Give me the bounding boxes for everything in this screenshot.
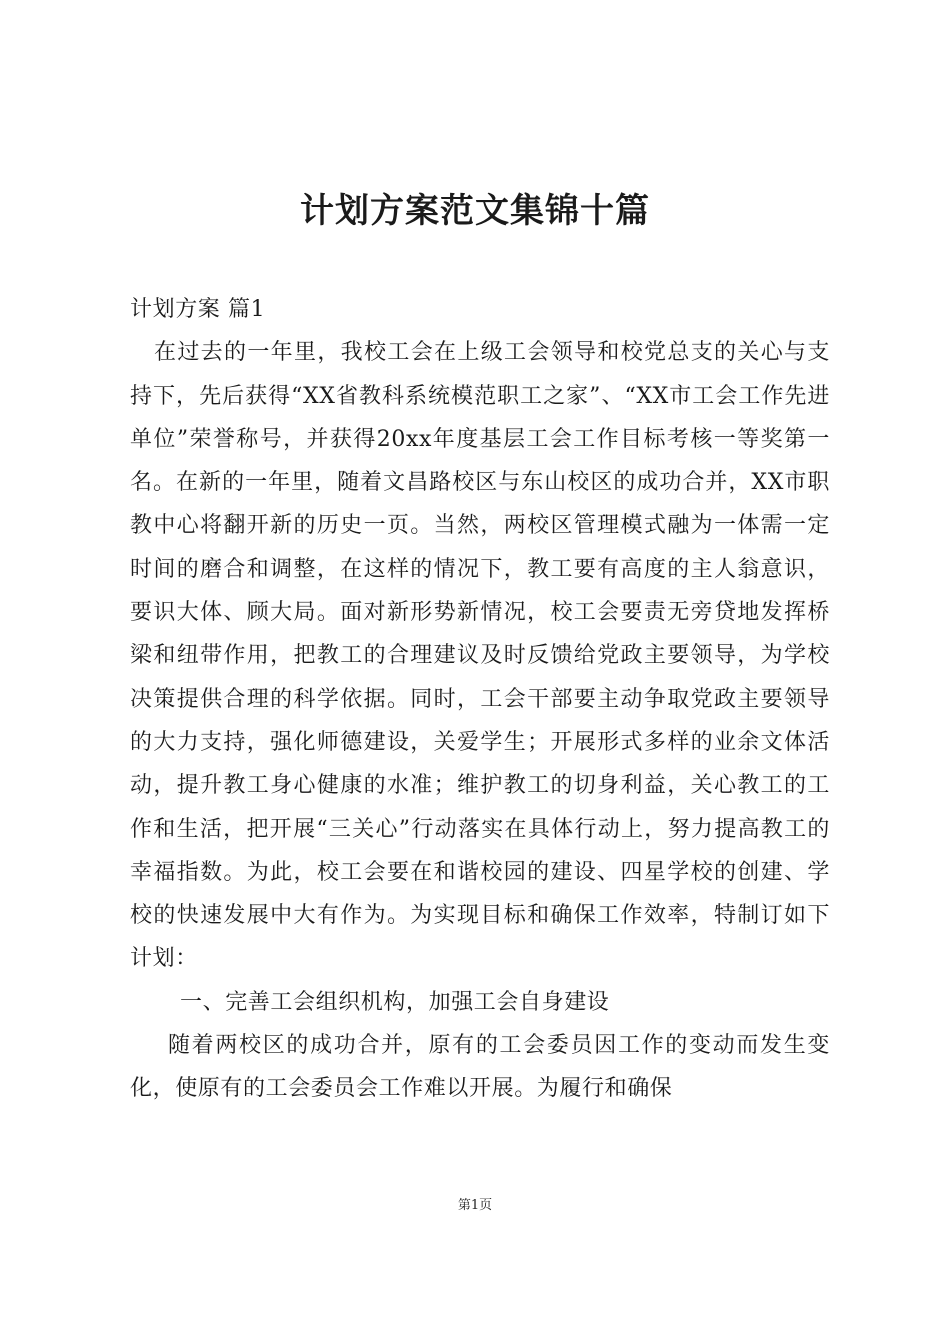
subheading-organization: 一、完善工会组织机构，加强工会自身建设 bbox=[180, 989, 610, 1015]
section-heading: 计划方案 篇1 bbox=[130, 297, 266, 322]
paragraph-intro: 在过去的一年里，我校工会在上级工会领导和校党总支的关心与支持下，先后获得“XX省教科系统模范职工之家”、“XX市工会工作先进单位”荣誉称号，并获得20xx年度基层工会工作目标考核一等奖第一名。在新的一年里，随着文昌路校区与东山校区的成功合并，XX市职教中心将翻开新的历史一页。当然，两校区管理模式融为一体需一定时间的磨合和调整，在这样的情况下，教工要有高度的主人翁意识，要识大体、顾大局。面对新形势新情况，校工会要责无旁贷地发挥桥梁和纽带作用，把教工的合理建议及时反馈给党政主要领导，为学校决策提供合理的科学依据。同时，工会干部要主动争取党政主要领导的大力支持，强化师德建设，关爱学生；开展形式多样的业余文体活动，提升教工身心健康的水准；维护教工的切身利益，关心教工的工作和生活，把开展“三关心”行动落实在具体行动上，努力提高教工的幸福指数。为此，校工会要在和谐校园的建设、四星学校的创建、学校的快速发展中大有作为。为实现目标和确保工作效率，特制订如下计划： bbox=[130, 340, 830, 972]
document-body bbox=[130, 288, 830, 1111]
document-title: 计划方案范文集锦十篇 bbox=[300, 191, 650, 231]
page-number: 第1页 bbox=[457, 1198, 493, 1213]
paragraph-merger: 随着两校区的成功合并，原有的工会委员因工作的变动而发生变化，使原有的工会委员会工作难以开展。为履行和确保 bbox=[130, 1033, 830, 1102]
